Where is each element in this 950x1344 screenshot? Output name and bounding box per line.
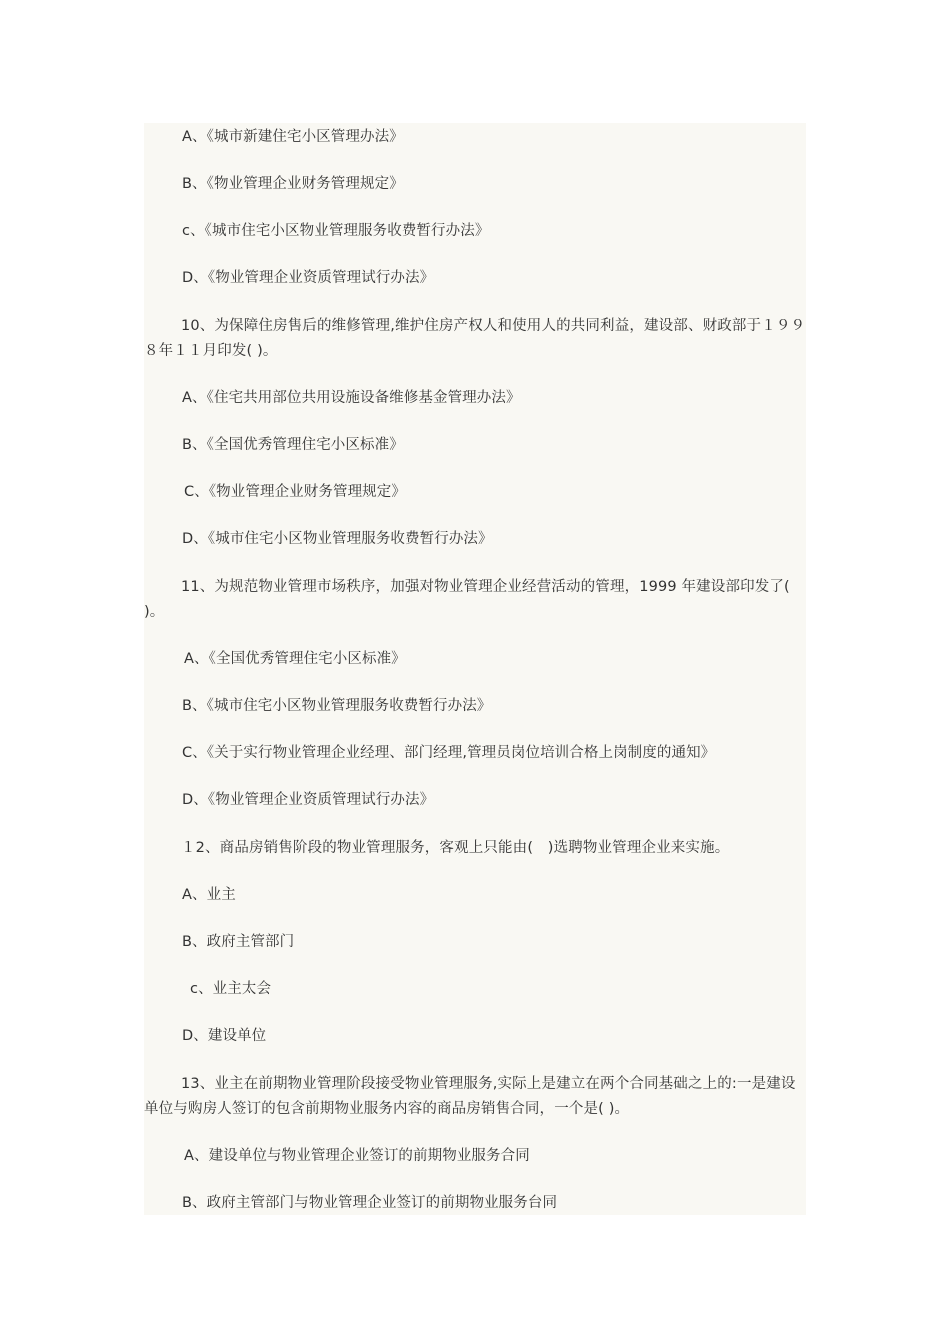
q10-option-c: C、《物业管理企业财务管理规定》 [184,484,406,500]
q12-option-c: c、业主太会 [190,981,272,997]
q13-option-b: B、政府主管部门与物业管理企业签订的前期物业服务台同 [182,1195,558,1211]
q10-option-d: D、《城市住宅小区物业管理服务收费暂行办法》 [182,531,493,547]
q12-option-b: B、政府主管部门 [182,934,295,950]
q12-option-d: D、建设单位 [182,1028,267,1044]
q10-option-b: B、《全国优秀管理住宅小区标准》 [182,437,404,453]
q11-option-b: B、《城市住宅小区物业管理服务收费暂行办法》 [182,698,492,714]
q11-option-d: D、《物业管理企业资质管理试行办法》 [182,792,435,808]
q9-option-b: B、《物业管理企业财务管理规定》 [182,176,404,192]
q10-option-a: A、《住宅共用部位共用设施设备维修基金管理办法》 [182,390,521,406]
q10-question: 10、为保障住房售后的维修管理,维护住房产权人和使用人的共同利益，建设部、财政部于１９９８年１１月印发( )。 [144,318,806,359]
document-page [144,123,806,1215]
q11-question: 11、为规范物业管理市场秩序，加强对物业管理企业经营活动的管理，1999 年建设部印发了( )。 [144,579,790,620]
q11-option-c: C、《关于实行物业管理企业经理、部门经理,管理员岗位培训合格上岗制度的通知》 [182,745,716,761]
q13-question: 13、业主在前期物业管理阶段接受物业管理服务,实际上是建立在两个合同基础之上的:一是建设单位与购房人签订的包含前期物业服务内容的商品房销售合同，一个是( )。 [144,1076,796,1117]
q9-option-a: A、《城市新建住宅小区管理办法》 [182,129,404,145]
q12-option-a: A、业主 [182,887,236,903]
q13-option-a: A、建设单位与物业管理企业签订的前期物业服务合同 [184,1148,530,1164]
q9-option-c: c、《城市住宅小区物业管理服务收费暂行办法》 [182,223,490,239]
q12-question: １2、商品房销售阶段的物业管理服务，客观上只能由( )选聘物业管理企业来实施。 [181,840,730,856]
q11-option-a: A、《全国优秀管理住宅小区标准》 [184,651,406,667]
q9-option-d: D、《物业管理企业资质管理试行办法》 [182,270,435,286]
